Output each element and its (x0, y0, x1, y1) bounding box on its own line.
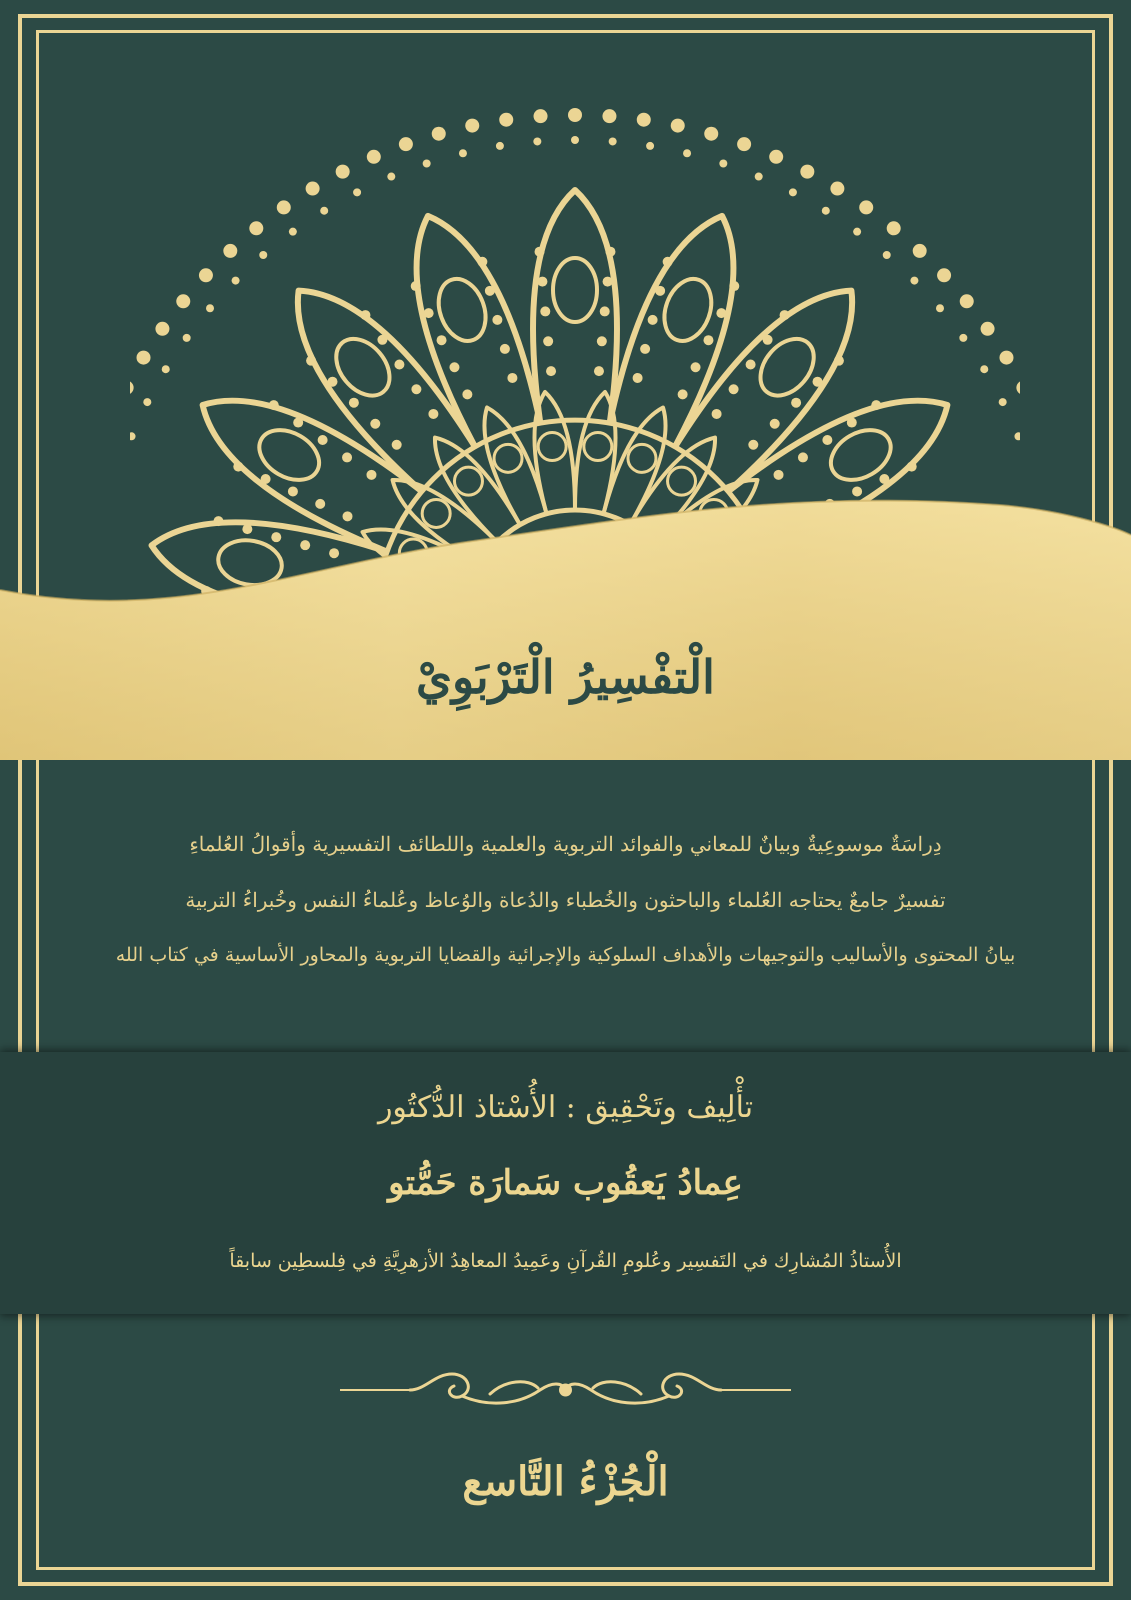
description-line-2: تفسيرٌ جامعٌ يحتاجه العُلماء والباحثون والخُطباء والدُعاة والوُعاظ وعُلماءُ النفس وخُبراءُ التربية (185, 888, 946, 912)
volume-part: الْجُزْءُ التَّاسع (462, 1458, 669, 1505)
author-label: تأْلِيف وتَحْقِيق : الأُسْتاذ الدُّكتُور (377, 1090, 754, 1125)
title-banner (0, 495, 1131, 760)
description-line-1: دِراسَةٌ موسوعِيةٌ وبيانٌ للمعاني والفوائد التربوية والعلمية واللطائف التفسيرية وأقوالُ العُلماءِ (189, 832, 942, 856)
author-name: عِمادُ يَعقُوب سَمارَة حَمُّتو (388, 1163, 743, 1203)
description-line-3: بيانُ المحتوى والأساليب والتوجيهات والأهداف السلوكية والإجرائية والقضايا التربوية والمحاور الأساسية في كتاب الله (115, 944, 1016, 966)
book-title: الْتفْسِيرُ الْتَرْبَوِيْ (416, 650, 715, 704)
flourish-divider-icon (340, 1360, 791, 1420)
author-role: الأُستاذُ المُشارِك في التَفسِير وعُلومِ القُرآنِ وعَمِيدُ المعاهِدُ الأزهرِيَّةِ في فِلسطِين سابقاً (229, 1250, 902, 1272)
